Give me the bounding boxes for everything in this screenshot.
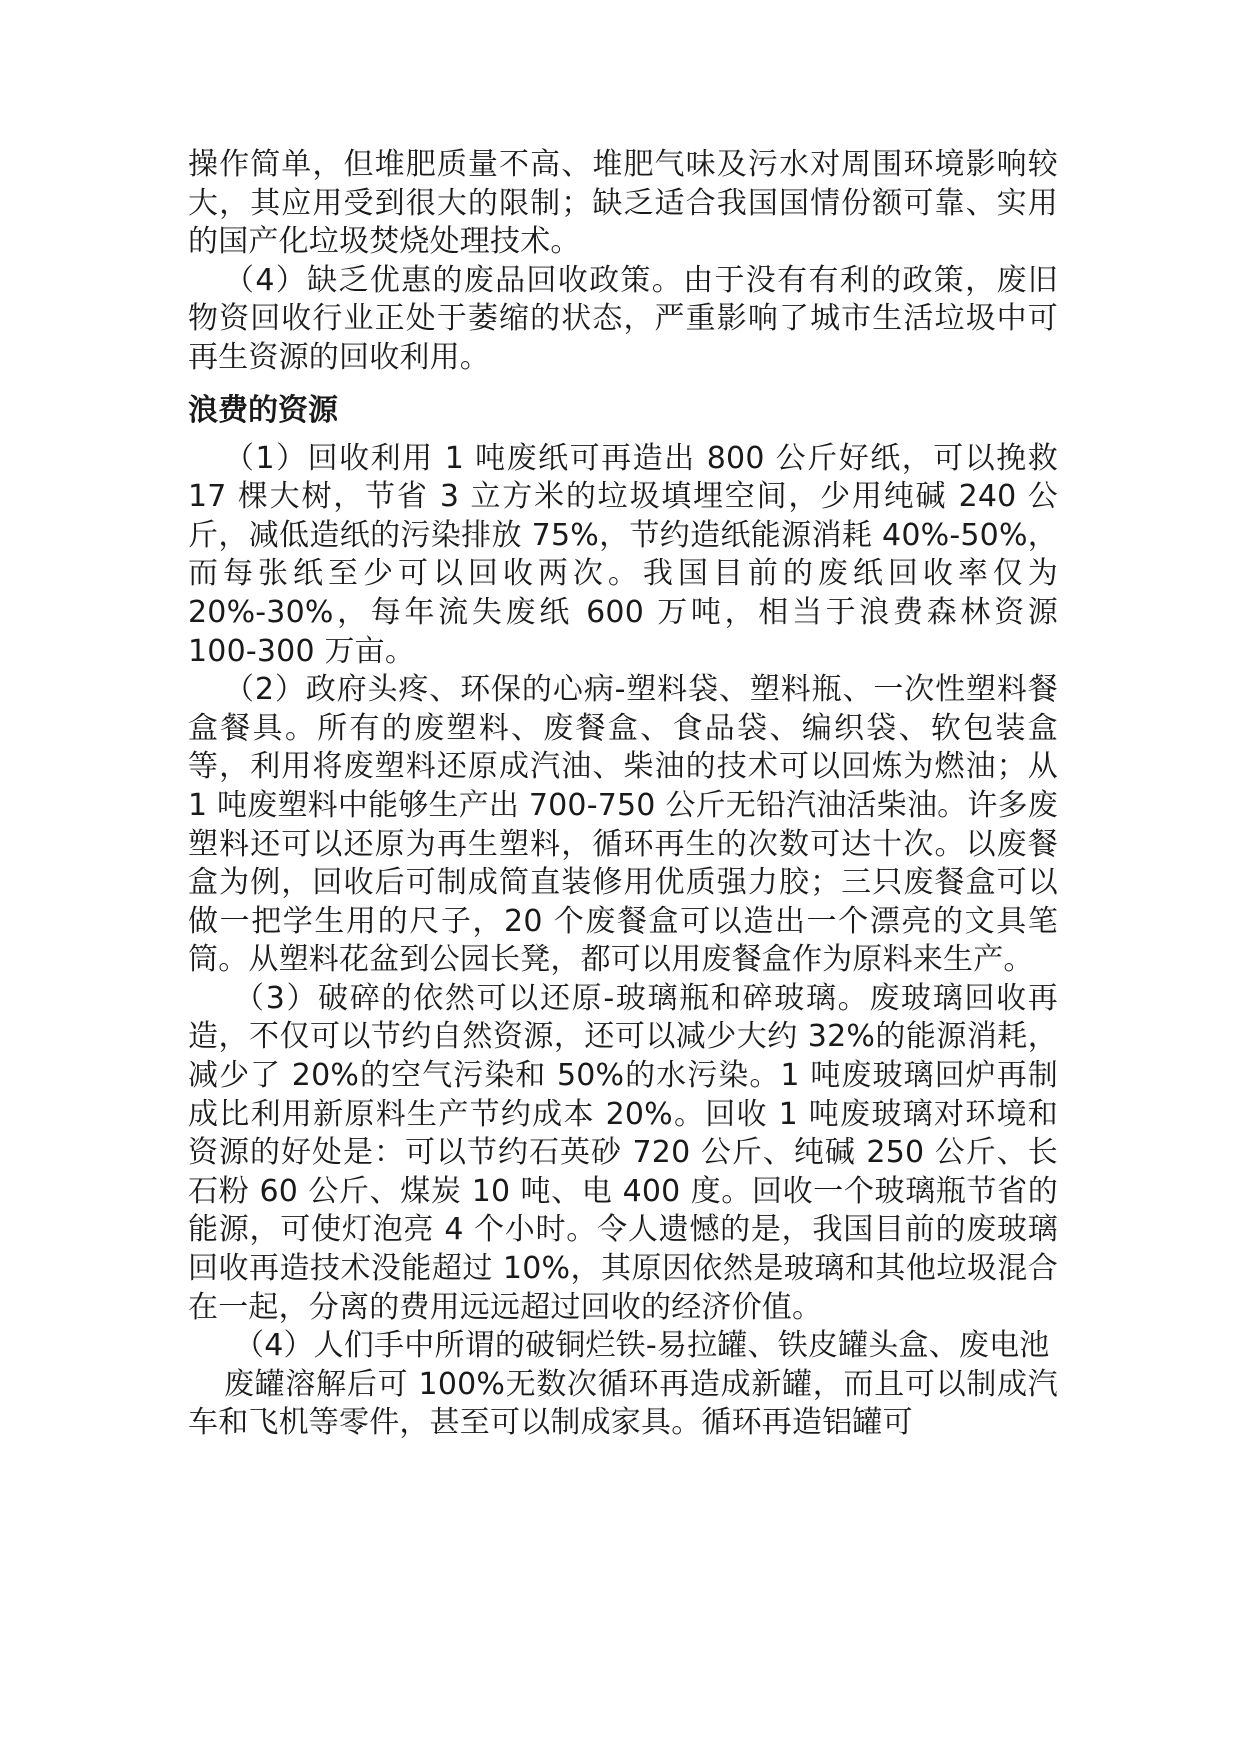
paragraph-plastics: （2）政府头疼、环保的心病-塑料袋、塑料瓶、一次性塑料餐盒餐具。所有的废塑料、废餐盒、食品袋、编织袋、软包装盒等，利用将废塑料还原成汽油、柴油的技术可以回炼为燃油；从 1 吨废塑料中能够生产出 700-750 公斤无铅汽油活柴油。许多废塑料还可以还原为再生塑料，循环再生的次数可达十次。以废餐盒为例，回收后可制成简直装修用优质强力胶；三只废餐盒可以做一把学生用的尺子，20 个废餐盒可以造出一个漂亮的文具笔筒。从塑料花盆到公园长凳，都可以用废餐盒作为原料来生产。 [188,672,1058,978]
paragraph-glass: （3）破碎的依然可以还原-玻璃瓶和碎玻璃。废玻璃回收再造，不仅可以节约自然资源，还可以减少大约 32%的能源消耗，减少了 20%的空气污染和 50%的水污染。1 吨废玻璃回炉再制成比利用新原料生产节约成本 20%。回收 1 吨废玻璃对环境和资源的好处是：可以节约石英砂 720 公斤、纯碱 250 公斤、长石粉 60 公斤、煤炭 10 吨、电 400 度。回收一个玻璃瓶节省的能源，可使灯泡亮 4 个小时。令人遗憾的是，我国目前的废玻璃回收再造技术没能超过 10%，其原因依然是玻璃和其他垃圾混合在一起，分离的费用远远超过回收的经济价值。 [188,980,1058,1325]
paragraph-recycling-policy: （4）缺乏优惠的废品回收政策。由于没有有利的政策，废旧物资回收行业正处于萎缩的状态，严重影响了城市生活垃圾中可再生资源的回收利用。 [188,262,1058,375]
paragraph-waste-paper: （1）回收利用 1 吨废纸可再造出 800 公斤好纸，可以挽救 17 棵大树，节省 3 立方米的垃圾填埋空间，少用纯碱 240 公斤，减低造纸的污染排放 75%，节约造纸能源消耗 40%-50%，而每张纸至少可以回收两次。我国目前的废纸回收率仅为 20%-30%，每年流失废纸 600 万吨，相当于浪费森林资源 100-300 万亩。 [188,440,1058,669]
section-heading-wasted-resources: 浪费的资源 [188,392,338,428]
document-body [188,146,1058,1443]
paragraph-metal-cans-heading: （4）人们手中所谓的破铜烂铁-易拉罐、铁皮罐头盒、废电池 [234,1328,1050,1364]
paragraph-metal-cans: 废罐溶解后可 100%无数次循环再造成新罐，而且可以制成汽车和飞机等零件，甚至可以制成家具。循环再造铝罐可 [188,1366,1058,1441]
paragraph-composting-limits: 操作简单，但堆肥质量不高、堆肥气味及污水对周围环境影响较大，其应用受到很大的限制；缺乏适合我国国情份额可靠、实用的国产化垃圾焚烧处理技术。 [188,147,1058,260]
